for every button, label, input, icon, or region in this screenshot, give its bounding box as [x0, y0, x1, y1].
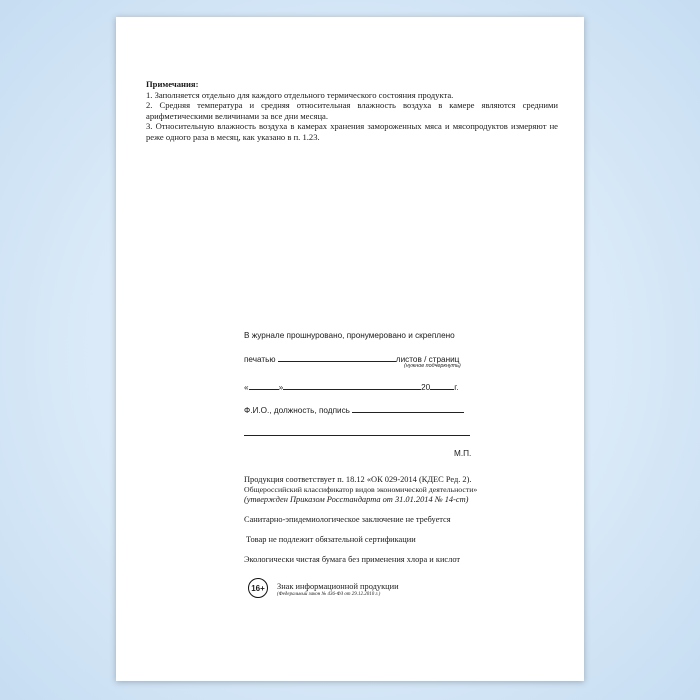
- signature-line: [244, 404, 464, 415]
- law-note: (Федеральный закон № 436-ФЗ от 29.12.2010 г.): [277, 592, 381, 597]
- binding-statement: В журнале прошнуровано, пронумеровано и скреплено: [244, 331, 455, 340]
- date-close-quote: »: [278, 383, 284, 392]
- signature-field[interactable]: [352, 404, 464, 413]
- sanitary-text: Санитарно-эпидемиологическое заключение не требуется: [244, 515, 451, 524]
- product-info: [244, 475, 524, 565]
- day-field[interactable]: [249, 381, 279, 390]
- signature-label: Ф.И.О., должность, подпись: [244, 406, 350, 415]
- eco-text: Экологически чистая бумага без применения хлора и кислот: [244, 555, 461, 564]
- conformity-line-2: Общероссийский классификатор видов экономической деятельности»: [244, 485, 478, 494]
- stamp-label: М.П.: [454, 449, 472, 458]
- extra-line: [244, 427, 470, 438]
- conformity-line-3: (утвержден Приказом Росстандарта от 31.01.2014 № 14-ст): [244, 495, 469, 504]
- seal-label: печатью: [244, 355, 276, 364]
- age-rating-16-icon: 16+: [248, 578, 268, 598]
- note-item-2: 2. Средняя температура и средняя относительная влажность воздуха в камере являются средними арифметическими величинами за все дни месяца.: [146, 100, 558, 121]
- conformity-line-1: Продукция соответствует п. 18.12 «ОК 029-2014 (КДЕС Ред. 2).: [244, 475, 472, 484]
- year-prefix: 20: [421, 383, 431, 392]
- certification-text: Товар не подлежит обязательной сертификации: [246, 535, 416, 544]
- note-item-3: 3. Относительную влажность воздуха в камерах хранения замороженных мяса и мясопродуктов измеряют не реже одного раза в месяц, как указано в п. 1.23.: [146, 121, 558, 142]
- date-line: [244, 381, 459, 392]
- notes-heading: Примечания:: [146, 79, 199, 89]
- year-suffix: г.: [454, 383, 459, 392]
- note-item-1: 1. Заполняется отдельно для каждого отдельного термического состояния продукта.: [146, 89, 454, 100]
- month-field[interactable]: [283, 381, 421, 390]
- sheets-count-field[interactable]: [278, 353, 396, 362]
- document-page: [116, 17, 584, 681]
- notes-section: [146, 79, 558, 142]
- extra-signature-field[interactable]: [244, 427, 470, 436]
- year-field[interactable]: [430, 381, 454, 390]
- sheets-label: листов / страниц: [395, 355, 460, 364]
- date-open-quote: «: [244, 383, 249, 392]
- info-sign-label: Знак информационной продукции: [277, 582, 399, 591]
- sheets-note: (нужное подчеркнуть): [404, 363, 461, 369]
